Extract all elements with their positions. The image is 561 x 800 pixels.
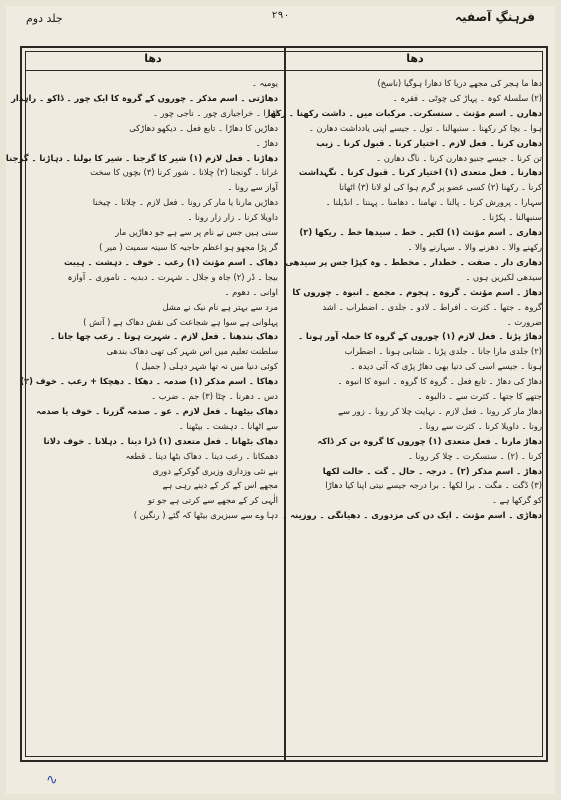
right-column-line: دھارن کرنا ۔ فعل لازم ۔ اختیار کرنا ۔ قبول کرنا ۔ زیب bbox=[316, 137, 542, 148]
right-column bbox=[267, 76, 542, 752]
left-column-line: دھاک ۔ اسم مؤنث (۱) رعب ۔ خوف ۔ دہشت ۔ ہیبت bbox=[63, 256, 278, 267]
right-column-line: رونا ۔ داویلا کرنا ۔ کثرت سے رونا ۔ bbox=[418, 420, 542, 431]
page-header bbox=[6, 6, 555, 28]
left-column-line: دھاک بندھنا ۔ فعل لازم ۔ شہرت ہونا ۔ رعب چھا جانا ۔ bbox=[50, 331, 278, 342]
right-column-line: سنبھالنا ۔ پکڑنا ۔ bbox=[481, 212, 542, 223]
right-column-line: ہونا ۔ جیسے اسی کی دنیا بھی دھاڑ پڑی کہ آئی دیدہ ۔ bbox=[350, 361, 542, 372]
left-column-line: سنی ہیں جس نے نام پر سے ہے جو دھاڑیں مار bbox=[115, 227, 278, 238]
left-column-line: غرانا ۔ گونجنا (۲) چلانا ۔ شور کرنا (۳) بچوں کا سخت bbox=[90, 167, 278, 178]
right-column-line: دھاڑ ۔ اسم مذکر (۲) ۔ درجہ ۔ حال ۔ گت ۔ حالت لکھا bbox=[322, 465, 542, 476]
right-column-line: ضرورت ۔ bbox=[506, 316, 542, 327]
right-column-line: دھاری دار ۔ صفت ۔ خطدار ۔ مخطط ۔ وہ کپڑا جس پر سیدھی bbox=[285, 256, 542, 267]
right-column-line: کرنا ۔ (۲) ۔ سنسکرت ۔ چلا کر رونا ۔ bbox=[407, 450, 542, 461]
left-column-line: دھمکانا ۔ رعب دینا ۔ دھاک بٹھا دینا ۔ قطعہ bbox=[125, 450, 278, 461]
right-column-line: (۲) سلسلۂ کوہ ۔ پہاڑ کی چوٹی ۔ فقرہ ۔ bbox=[392, 92, 542, 103]
right-column-line: دھاڑی ۔ اسم مؤنث ۔ ایک دن کی مزدوری ۔ دھیانگی ۔ روزینہ ۔ bbox=[282, 510, 542, 521]
right-column-line: دھاڑ ۔ اسم مؤنث ۔ گروہ ۔ ہجوم ۔ مجمع ۔ انبوہ ۔ چوروں کا bbox=[292, 286, 542, 297]
right-column-line: دھارنا ۔ فعل متعدی (۱) اختیار کرنا ۔ قبول کرنا ۔ نگہداشت bbox=[298, 167, 542, 178]
right-column-line: دھاڑ کی دھاڑ ۔ تابع فعل ۔ گروہ کا گروہ ۔ انبوہ کا انبوہ ۔ bbox=[337, 376, 542, 387]
book-page bbox=[6, 6, 555, 794]
right-column-line: گروہ ۔ جتھا ۔ کثرت ۔ افراط ۔ لادو ۔ جلدی ۔ اضطراب ۔ اشد bbox=[322, 301, 542, 312]
left-column-line: دھاڑیں کا دھاڑا ۔ تابع فعل ۔ دیکھو دھاڑکی bbox=[129, 122, 278, 133]
left-column-line: اوانی ۔ دھوم ۔ bbox=[224, 286, 278, 297]
left-column-line: بیجا ۔ ڈر (۲) جاہ و جلال ۔ شہرت ۔ دبدبہ ۔ ناموری ۔ آوازہ bbox=[67, 271, 278, 282]
book-title: فرہنگِ آصفیہ bbox=[455, 10, 535, 24]
right-column-line: کو گرکھا ہے ۔ bbox=[491, 495, 542, 506]
right-column-line: تن کرنا ۔ جیسے جنیو دھارن کرنا ۔ ناگ دھارن ۔ bbox=[376, 152, 542, 163]
right-column-line: دھاڑ مارنا ۔ فعل متعدی (۱) چوروں کا گروہ بن کر ڈاکہ bbox=[317, 435, 542, 446]
left-column-line: دھاڑ ۔ bbox=[255, 137, 278, 148]
right-column-heading: دھا bbox=[406, 52, 424, 65]
left-column-line: دھاڑتی ۔ اسم مذکر ۔ چوروں کے گروہ کا ایک چور ۔ ڈاکو ۔ راہدار bbox=[11, 92, 278, 103]
right-column-line: رکھنے والا ۔ دھرنے والا ۔ سہارنے والا ۔ bbox=[407, 241, 542, 252]
right-column-line: دھاڑ مار کر رونا ۔ فعل لازم ۔ نہایت چلا کر رونا ۔ زور سے bbox=[338, 405, 542, 416]
left-column-line: دھاکا ۔ اسم مذکر (۱) صدمہ ۔ دھکا ۔ دھچکا + رعب ۔ خوف (۲) bbox=[20, 376, 278, 387]
pen-mark-icon: ∿ bbox=[46, 772, 58, 788]
left-column-line: دس ۔ دھرنا ۔ چٹا (۳) جم ۔ ضرب ۔ bbox=[151, 391, 278, 402]
right-column-line: دھارن ۔ اسم مؤنث ۔ سنسکرت۔ مرکبات میں ۔ داشت رکھنا ۔ رکھا bbox=[267, 107, 542, 118]
text-frame bbox=[5, 46, 548, 762]
left-column bbox=[5, 76, 278, 752]
left-column-line: دھاک بٹھانا ۔ فعل متعدی (۱) ڈرا دینا ۔ دہلانا ۔ خوف دلانا bbox=[43, 435, 278, 446]
right-column-line: دھاڑ پڑنا ۔ فعل لازم (۱) چوروں کے گروہ کا حملہ آور ہونا ۔ bbox=[298, 331, 542, 342]
left-column-line: دھاک بیٹھنا ۔ فعل لازم ۔ عو ۔ صدمہ گزرنا ۔ خوف یا صدمہ bbox=[36, 405, 278, 416]
left-column-line: سلطنت تعلیم میں اس شہر کی تھی دھاک بندھی bbox=[106, 346, 278, 357]
left-column-heading: دھا bbox=[144, 52, 162, 65]
left-column-line: گر پڑا مجھو ہو اعظم حاجیہ کا سینہ سمیت ( میر ) bbox=[99, 241, 278, 252]
left-column-line: دھاڑنا ۔ فعل لازم (۱) شیر کا گرجنا ۔ شیر کا بولنا ۔ دہاڑنا ۔ گرجنا bbox=[5, 152, 278, 163]
left-column-line: بنے نئی وزداری وزیری گوکرکے دوری bbox=[152, 465, 278, 476]
left-column-line: پہلوانی ہے سوا ہے شجاعت کی نقش دھاک ہے ( آتش ) bbox=[83, 316, 278, 327]
right-column-line: سہارا ۔ پرورش کرنا ۔ پالنا ۔ تھامنا ۔ دھامنا ۔ پہننا ۔ انڈیلنا ۔ bbox=[325, 197, 542, 208]
right-column-line: سیدھی لکیریں ہوں ۔ bbox=[465, 271, 542, 282]
left-column-line: سے اٹھانا ۔ دہشت ۔ بیٹھنا ۔ bbox=[178, 420, 278, 431]
right-column-line: (۲) جلدی مارا جانا ۔ جلدی پڑنا ۔ شتابی ہونا ۔ اضطراب bbox=[344, 346, 542, 357]
right-column-line: جتھے کا جتھا ۔ کثرت سے ۔ دالبوہ ۔ bbox=[417, 391, 542, 402]
heading-rule bbox=[26, 70, 542, 71]
column-divider bbox=[284, 48, 286, 760]
left-column-line: مرد سے بہتر ہے نام نیک نے مشل bbox=[162, 301, 278, 312]
right-column-line: کرنا ۔ رکھنا (۲) کسی عضو پر گرم ہوا کی لو لانا (۳) اٹھانا bbox=[339, 182, 542, 193]
left-column-line: دھاڑیں مارنا یا مار کر رونا ۔ فعل لازم ۔ چلانا ۔ چیخنا bbox=[92, 197, 278, 208]
left-column-line: مجھے اس کے کر کے دینے رہی ہے bbox=[162, 480, 278, 491]
page-number: ۲۹۰ bbox=[271, 10, 290, 21]
left-column-line: یومیہ ۔ bbox=[251, 78, 278, 88]
left-column-line: الٰہی کر کے مجھے سے کرتی ہے جو تو bbox=[147, 495, 278, 506]
right-column-line: دھاری ۔ اسم مؤنث (۱) لکیر ۔ خط ۔ سیدھا خط ۔ ریکھا (۲) bbox=[299, 227, 542, 238]
left-column-line: دہا وے سے سبزیری بیٹھا کہ گئے ( رنگین ) bbox=[133, 510, 278, 521]
right-column-line: ہوا ۔ بچا کر رکھنا ۔ سنبھالنا ۔ تول ۔ جیسے اپنی یادداشت دھارن ۔ bbox=[308, 122, 542, 133]
volume-label: جلد دوم bbox=[26, 12, 63, 25]
left-column-line: آواز سے رونا ۔ bbox=[227, 182, 278, 193]
left-column-line: لٹیرا ۔ خراجیاری چور ۔ ناجی چور ۔ bbox=[152, 107, 278, 118]
right-column-line: دھا ما ہجر کی مجھے دریا کا دھارا ہوگیا (ناسخ) bbox=[377, 78, 542, 88]
right-column-line: (۳) ڈگت ۔ مگت ۔ برا لکھا ۔ برا درجہ جیسے نیتی اپنا کیا دھاڑا bbox=[325, 480, 542, 491]
left-column-line: داویلا کرنا ۔ زار زار رونا ۔ bbox=[187, 212, 278, 223]
left-column-line: کوئی دنیا میں نہ تھا شہر دہلی ( جمیل ) bbox=[135, 361, 278, 372]
